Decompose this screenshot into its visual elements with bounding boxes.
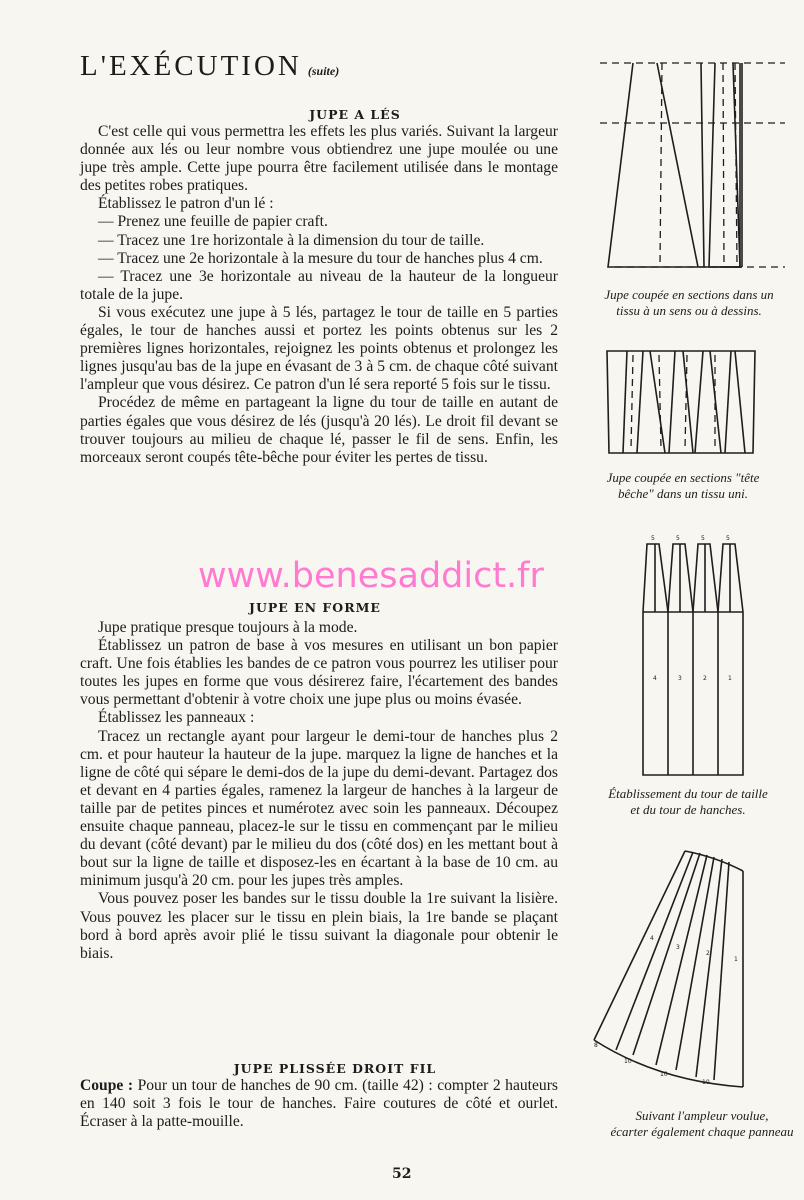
paragraph	[80, 1077, 558, 1131]
panel-label: 2	[703, 675, 707, 682]
caption-figure-1	[583, 287, 795, 319]
caption-figure-3	[588, 786, 788, 818]
panel-label: 3	[676, 944, 680, 951]
panel-label: 1	[734, 956, 738, 963]
spacing-label: 10	[624, 1058, 632, 1065]
paragraph: Établissez le patron d'un lé :	[98, 195, 274, 213]
panel-label: 2	[706, 950, 710, 957]
caption-line: Établissement du tour de taille	[608, 786, 768, 801]
figure-waist-hip-construction	[635, 530, 755, 780]
top-label: 5	[701, 535, 705, 542]
figure-sections-one-way	[580, 55, 795, 280]
paragraph: Établissez un patron de base à vos mesures en utilisant un bon papier craft. Une fois établies les bandes de ce patron vous pourrez les utiliser pour toutes les jupes en forme que vous désirerez faire, l'écartement des bandes vous permettant d'obtenir à votre choix une jupe plus ou moins évasée.	[80, 637, 558, 709]
coupe-text: Pour un tour de hanches de 90 cm. (taille 42) : compter 2 hauteurs en 140 soit 3 fois le tour de hanches. Faire coutures de côté et ourlet. Écraser à la patte-mouille.	[80, 1077, 558, 1131]
paragraph: Tracez un rectangle ayant pour largeur le demi-tour de hanches plus 2 cm. et pour hauteur la hauteur de la jupe. marquez la ligne de hanches et la ligne de côté qui sépare le demi-dos de la jupe du demi-devant. Partagez dos et devant en 4 parties égales, ramenez la largeur de hanches à la largeur de taille par de petites pinces et numérotez avec soin les panneaux. Découpez ensuite chaque panneau, placez-le sur le tissu en commençant par le milieu du devant (côté devant) par le milieu du dos (côté dos) en les mettant bout à bout sur la ligne de taille et disposez-les en écartant à la base de 10 cm. au minimum jusqu'à 20 cm. pour les jupes très amples.	[80, 727, 558, 890]
caption-figure-4	[601, 1108, 803, 1140]
panel-label: 4	[653, 675, 657, 682]
caption-line: Suivant l'ampleur voulue,	[635, 1108, 769, 1123]
caption-line: écarter également chaque panneau	[610, 1124, 794, 1139]
paragraph: — Tracez une 2e horizontale à la mesure du tour de hanches plus 4 cm.	[98, 249, 543, 267]
top-label: 5	[676, 535, 680, 542]
paragraph: Jupe pratique presque toujours à la mode.	[98, 619, 358, 636]
paragraph: — Tracez une 3e horizontale au niveau de la hauteur de la longueur totale de la jupe.	[80, 267, 558, 303]
page-title: L'EXÉCUTION (suite)	[80, 50, 340, 82]
panel-label: 1	[728, 675, 732, 682]
top-label: 5	[726, 535, 730, 542]
page-number: 52	[392, 1166, 412, 1182]
panel-label: 4	[650, 935, 654, 942]
paragraph: — Tracez une 1re horizontale à la dimension du tour de taille.	[98, 231, 485, 249]
paragraph: Vous pouvez poser les bandes sur le tissu double la 1re suivant la lisière. Vous pouvez les placer sur le tissu en plein biais, la 1re bande se plaçant bord à bord après avoir plié le tissu suivant la diagonale pour obtenir le biais.	[80, 890, 558, 962]
coupe-label: Coupe :	[80, 1077, 134, 1094]
caption-line: et du tour de hanches.	[630, 802, 746, 817]
spacing-label: 10	[702, 1079, 710, 1086]
text-jupe-a-les	[80, 123, 558, 467]
heading-jupe-en-forme: JUPE EN FORME	[249, 600, 381, 615]
caption-line: tissu à un sens ou à dessins.	[616, 303, 762, 318]
caption-figure-2	[583, 470, 783, 502]
top-label: 5	[651, 535, 655, 542]
panel-label: 3	[678, 675, 682, 682]
figure-sections-tete-beche	[595, 345, 765, 460]
figure-spread-panels	[588, 845, 753, 1095]
spacing-label: 8	[594, 1042, 598, 1049]
text-jupe-en-forme	[80, 619, 558, 963]
title-suffix: (suite)	[307, 64, 340, 78]
text-jupe-plissee	[80, 1077, 558, 1131]
heading-jupe-a-les: JUPE A LÉS	[309, 107, 401, 122]
paragraph: — Prenez une feuille de papier craft.	[98, 213, 328, 231]
paragraph: Procédez de même en partageant la ligne du tour de taille en autant de parties égales que vous désirez de lés (jusqu'à 20 lés). Le droit fil devant se trouver toujours au milieu de chaque lé, passer le fil de sens. Enfin, les morceaux seront coupés tête-bêche pour éviter les pertes de tissu.	[80, 394, 558, 466]
caption-line: Jupe coupée en sections "tête	[606, 470, 760, 485]
caption-line: bêche" dans un tissu uni.	[617, 486, 749, 501]
spacing-label: 10	[660, 1071, 668, 1078]
paragraph: Si vous exécutez une jupe à 5 lés, partagez le tour de taille en 5 parties égales, le tour de hanches aussi et portez les points obtenus sur les 2 premières lignes horizontales, rejoignez les points obtenus et prolongez les lignes jusqu'au bas de la jupe en évasant de 3 à 5 cm. de chaque côté suivant l'ampleur que vous désirez. Ce patron d'un lé sera reporté 5 fois sur le tissu.	[80, 303, 558, 394]
watermark: www.benesaddict.fr	[198, 556, 544, 596]
heading-jupe-plissee: JUPE PLISSÉE DROIT FIL	[233, 1061, 437, 1076]
paragraph: C'est celle qui vous permettra les effets les plus variés. Suivant la largeur donnée aux lés ou leur nombre vous obtiendrez une jupe moulée ou une jupe très ample. Cette jupe pourra être facilement utilisée dans le montage des petites robes pratiques.	[80, 123, 558, 195]
paragraph: Établissez les panneaux :	[98, 709, 255, 727]
caption-line: Jupe coupée en sections dans un	[604, 287, 774, 302]
